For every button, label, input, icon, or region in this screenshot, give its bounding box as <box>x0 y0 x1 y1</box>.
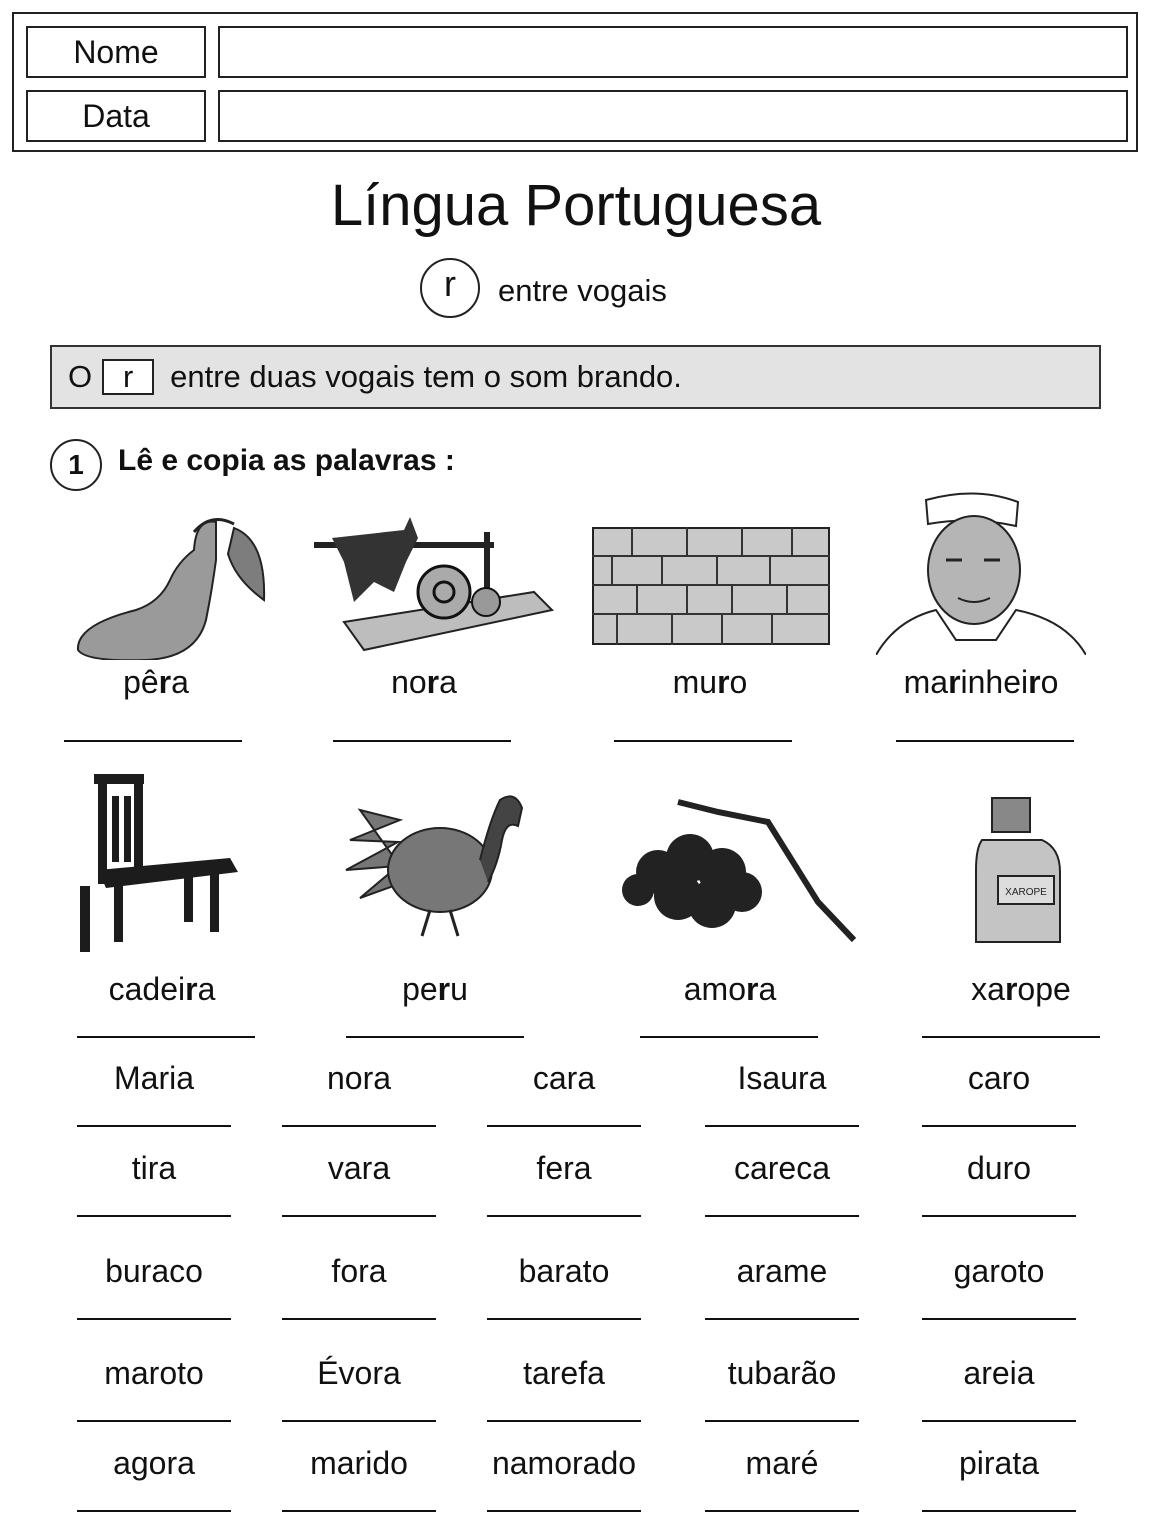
write-line[interactable] <box>922 1420 1076 1422</box>
grid-word: fora <box>331 1253 387 1289</box>
grid-word: buraco <box>105 1253 203 1289</box>
picture-word-peru: peru <box>402 971 468 1007</box>
date-field[interactable] <box>218 90 1128 142</box>
write-line[interactable] <box>922 1318 1076 1320</box>
write-line[interactable] <box>282 1420 436 1422</box>
date-label: Data <box>26 90 206 142</box>
header-box <box>12 12 1138 152</box>
write-line[interactable] <box>705 1215 859 1217</box>
write-line[interactable] <box>77 1036 255 1038</box>
blackberry-icon <box>618 782 858 944</box>
name-label: Nome <box>26 26 206 78</box>
write-line[interactable] <box>282 1125 436 1127</box>
grid-word: tarefa <box>523 1355 605 1391</box>
grid-word: arame <box>736 1253 828 1289</box>
write-line[interactable] <box>487 1215 641 1217</box>
syrup-bottle-icon <box>972 792 1064 947</box>
write-line[interactable] <box>77 1420 231 1422</box>
write-line[interactable] <box>333 740 511 742</box>
rule-text: entre duas vogais tem o som brando. <box>170 359 682 394</box>
write-line[interactable] <box>77 1125 231 1127</box>
grid-word: areia <box>963 1355 1035 1391</box>
grid-word: fera <box>536 1150 592 1186</box>
grid-word: garoto <box>953 1253 1045 1289</box>
waterwheel-icon <box>314 512 554 652</box>
subtitle-text: entre vogais <box>498 273 667 308</box>
write-line[interactable] <box>705 1125 859 1127</box>
grid-word: Isaura <box>737 1060 827 1096</box>
grid-word: maré <box>745 1445 819 1481</box>
picture-word-pera: pêra <box>123 664 189 700</box>
write-line[interactable] <box>922 1215 1076 1217</box>
write-line[interactable] <box>77 1510 231 1512</box>
bottle-label: XAROPE <box>1005 887 1047 898</box>
write-line[interactable] <box>705 1510 859 1512</box>
grid-word: caro <box>967 1060 1031 1096</box>
write-line[interactable] <box>282 1510 436 1512</box>
grid-word: tira <box>131 1150 177 1186</box>
chair-icon <box>80 774 240 952</box>
exercise-number: 1 <box>50 439 102 491</box>
picture-word-nora: nora <box>391 664 457 700</box>
grid-word: duro <box>966 1150 1032 1186</box>
grid-word: nora <box>326 1060 392 1096</box>
write-line[interactable] <box>896 740 1074 742</box>
wall-icon <box>592 527 830 645</box>
exercise-instruction: Lê e copia as palavras : <box>118 444 455 477</box>
write-line[interactable] <box>64 740 242 742</box>
rule-prefix: O <box>68 359 93 394</box>
rule-letter: r <box>102 359 154 395</box>
write-line[interactable] <box>640 1036 818 1038</box>
write-line[interactable] <box>705 1420 859 1422</box>
write-line[interactable] <box>922 1036 1100 1038</box>
grid-word: tubarão <box>727 1355 837 1391</box>
write-line[interactable] <box>487 1420 641 1422</box>
write-line[interactable] <box>487 1125 641 1127</box>
sailor-icon <box>876 490 1086 655</box>
write-line[interactable] <box>77 1318 231 1320</box>
picture-word-amora: amora <box>683 971 777 1007</box>
write-line[interactable] <box>922 1510 1076 1512</box>
write-line[interactable] <box>705 1318 859 1320</box>
grid-word: maroto <box>104 1355 204 1391</box>
write-line[interactable] <box>487 1510 641 1512</box>
picture-word-xarope: xarope <box>971 971 1071 1007</box>
subtitle <box>420 256 667 320</box>
grid-word: barato <box>518 1253 610 1289</box>
write-line[interactable] <box>346 1036 524 1038</box>
picture-word-muro: muro <box>672 664 748 700</box>
grid-word: Maria <box>113 1060 194 1096</box>
picture-word-cadeira: cadeira <box>108 971 216 1007</box>
grid-word: agora <box>113 1445 195 1481</box>
pear-icon <box>66 510 271 660</box>
write-line[interactable] <box>614 740 792 742</box>
write-line[interactable] <box>77 1215 231 1217</box>
name-field[interactable] <box>218 26 1128 78</box>
picture-word-marinheiro: marinheiro <box>903 664 1059 700</box>
write-line[interactable] <box>487 1318 641 1320</box>
grid-word: marido <box>310 1445 408 1481</box>
write-line[interactable] <box>282 1318 436 1320</box>
circled-letter: r <box>420 258 480 318</box>
turkey-icon <box>340 780 532 942</box>
grid-word: Évora <box>317 1355 401 1391</box>
grid-word: pirata <box>958 1445 1040 1481</box>
write-line[interactable] <box>282 1215 436 1217</box>
grid-word: careca <box>733 1150 831 1186</box>
grid-word: namorado <box>491 1445 637 1481</box>
grid-word: cara <box>532 1060 596 1096</box>
grid-word: vara <box>327 1150 391 1186</box>
rule-box <box>50 345 1101 409</box>
write-line[interactable] <box>922 1125 1076 1127</box>
page-title: Língua Portuguesa <box>330 173 822 238</box>
